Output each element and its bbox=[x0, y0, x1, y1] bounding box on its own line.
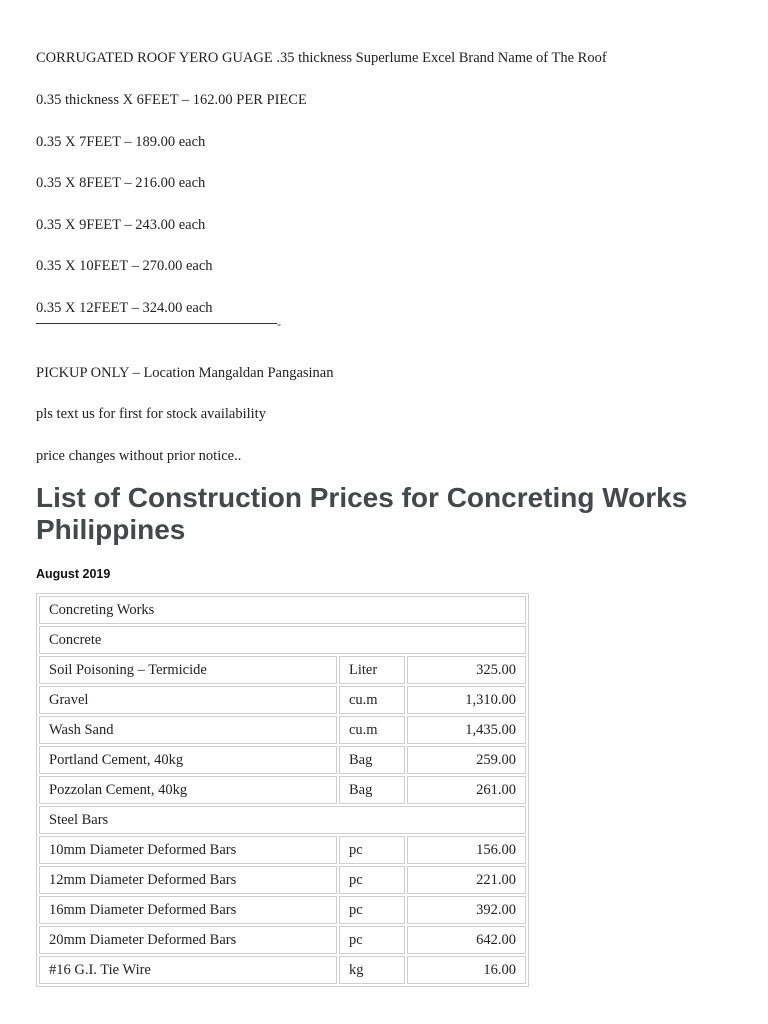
item-cell: Wash Sand bbox=[39, 716, 337, 744]
unit-cell: pc bbox=[339, 866, 405, 894]
roof-price-line: 0.35 X 8FEET – 216.00 each bbox=[36, 175, 206, 191]
section-row bbox=[39, 626, 526, 654]
horizontal-rule bbox=[36, 323, 277, 324]
item-cell: #16 G.I. Tie Wire bbox=[39, 956, 337, 984]
table-title-cell: Concreting Works bbox=[39, 596, 526, 624]
unit-cell: kg bbox=[339, 956, 405, 984]
item-cell: Pozzolan Cement, 40kg bbox=[39, 776, 337, 804]
table-row bbox=[39, 836, 526, 864]
roof-title: CORRUGATED ROOF YERO GUAGE .35 thickness Superlume Excel Brand Name of The Roof bbox=[36, 50, 607, 66]
unit-cell: Liter bbox=[339, 656, 405, 684]
unit-cell: pc bbox=[339, 836, 405, 864]
price-cell: 325.00 bbox=[407, 656, 526, 684]
roof-price-line: 0.35 thickness X 6FEET – 162.00 PER PIECE bbox=[36, 92, 307, 108]
unit-cell: cu.m bbox=[339, 686, 405, 714]
table-title-row bbox=[39, 596, 526, 624]
pickup-note: PICKUP ONLY – Location Mangaldan Pangasinan bbox=[36, 365, 334, 381]
table-row bbox=[39, 656, 526, 684]
price-table bbox=[36, 593, 529, 987]
unit-cell: cu.m bbox=[339, 716, 405, 744]
table-row bbox=[39, 746, 526, 774]
item-cell: Soil Poisoning – Termicide bbox=[39, 656, 337, 684]
unit-cell: Bag bbox=[339, 776, 405, 804]
table-row bbox=[39, 956, 526, 984]
price-cell: 156.00 bbox=[407, 836, 526, 864]
item-cell: 10mm Diameter Deformed Bars bbox=[39, 836, 337, 864]
stock-note: pls text us for first for stock availability bbox=[36, 406, 266, 422]
unit-cell: Bag bbox=[339, 746, 405, 774]
price-change-note: price changes without prior notice.. bbox=[36, 448, 242, 464]
price-cell: 259.00 bbox=[407, 746, 526, 774]
table-row bbox=[39, 896, 526, 924]
section-header: Steel Bars bbox=[39, 806, 526, 834]
table-row bbox=[39, 926, 526, 954]
section-row bbox=[39, 806, 526, 834]
price-cell: 1,435.00 bbox=[407, 716, 526, 744]
rule-tail: - bbox=[277, 317, 281, 331]
unit-cell: pc bbox=[339, 926, 405, 954]
roof-price-line: 0.35 X 12FEET – 324.00 each bbox=[36, 300, 213, 316]
price-cell: 16.00 bbox=[407, 956, 526, 984]
item-cell: Portland Cement, 40kg bbox=[39, 746, 337, 774]
table-row bbox=[39, 776, 526, 804]
price-cell: 221.00 bbox=[407, 866, 526, 894]
price-cell: 392.00 bbox=[407, 896, 526, 924]
roof-price-line: 0.35 X 7FEET – 189.00 each bbox=[36, 134, 206, 150]
roof-price-line: 0.35 X 10FEET – 270.00 each bbox=[36, 258, 213, 274]
article-date: August 2019 bbox=[36, 567, 111, 581]
unit-cell: pc bbox=[339, 896, 405, 924]
price-cell: 261.00 bbox=[407, 776, 526, 804]
item-cell: 20mm Diameter Deformed Bars bbox=[39, 926, 337, 954]
price-cell: 642.00 bbox=[407, 926, 526, 954]
price-cell: 1,310.00 bbox=[407, 686, 526, 714]
article-heading: List of Construction Prices for Concreting Works Philippines bbox=[36, 482, 688, 545]
item-cell: Gravel bbox=[39, 686, 337, 714]
section-header: Concrete bbox=[39, 626, 526, 654]
item-cell: 12mm Diameter Deformed Bars bbox=[39, 866, 337, 894]
table-row bbox=[39, 686, 526, 714]
table-row bbox=[39, 866, 526, 894]
roof-price-line: 0.35 X 9FEET – 243.00 each bbox=[36, 217, 206, 233]
item-cell: 16mm Diameter Deformed Bars bbox=[39, 896, 337, 924]
table-row bbox=[39, 716, 526, 744]
